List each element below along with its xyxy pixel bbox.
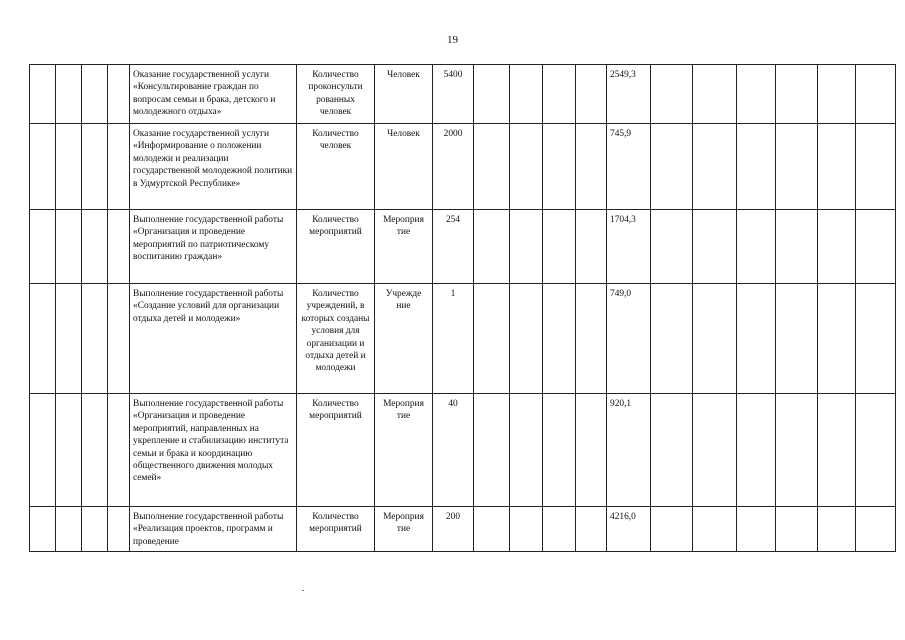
table-body [30,65,896,552]
value-cell: 200 [433,507,474,552]
service-name-cell: Оказание государственной услуги «Консультирование граждан по вопросам семьи и брака, детского и молодежного отдыха» [130,65,297,124]
unit-cell: Мероприя тие [375,210,433,284]
indicator-cell: Количество мероприятий [297,507,375,552]
table-row [30,394,896,507]
amount-cell: 745,9 [607,124,651,210]
value-cell: 2000 [433,124,474,210]
table-row [30,284,896,394]
value-cell: 5400 [433,65,474,124]
indicator-cell: Количество мероприятий [297,210,375,284]
unit-cell: Мероприя тие [375,394,433,507]
amount-cell: 1704,3 [607,210,651,284]
service-name-cell: Выполнение государственной работы «Реализация проектов, программ и проведение [130,507,297,552]
unit-cell: Мероприя тие [375,507,433,552]
table-row [30,507,896,552]
amount-cell: 920,1 [607,394,651,507]
page-number: 19 [447,34,458,46]
service-name-cell: Выполнение государственной работы «Организация и проведение мероприятий, направленных на укрепление и стабилизацию института семьи и брака и координацию общественного движения молодых семей» [130,394,297,507]
scan-speck [302,590,304,591]
indicator-cell: Количество учреждений, в которых созданы условия для организации и отдыха детей и молодежи [297,284,375,394]
budget-table [29,64,896,552]
indicator-cell: Количество проконсульти рованных человек [297,65,375,124]
service-name-cell: Оказание государственной услуги «Информирование о положении молодежи и реализации государственной молодежной политики в Удмуртской Республике» [130,124,297,210]
service-name-cell: Выполнение государственной работы «Организация и проведение мероприятий по патриотическому воспитанию граждан» [130,210,297,284]
indicator-cell: Количество мероприятий [297,394,375,507]
amount-cell: 749,0 [607,284,651,394]
table-row [30,65,896,124]
unit-cell: Человек [375,65,433,124]
table-row [30,124,896,210]
unit-cell: Учрежде ние [375,284,433,394]
value-cell: 40 [433,394,474,507]
amount-cell: 2549,3 [607,65,651,124]
unit-cell: Человек [375,124,433,210]
indicator-cell: Количество человек [297,124,375,210]
value-cell: 1 [433,284,474,394]
amount-cell: 4216,0 [607,507,651,552]
value-cell: 254 [433,210,474,284]
service-name-cell: Выполнение государственной работы «Создание условий для организации отдыха детей и молодежи» [130,284,297,394]
table-row [30,210,896,284]
